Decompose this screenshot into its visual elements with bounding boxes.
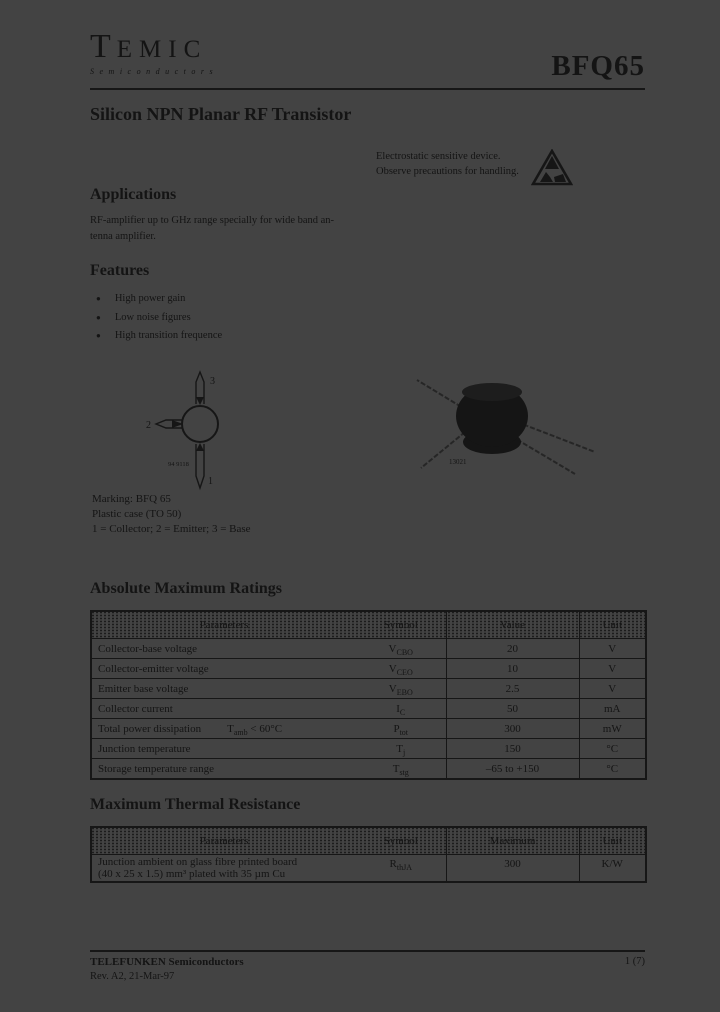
col-header-symbol: Symbol [383,619,418,631]
package-photo [413,372,598,477]
features-list [90,290,390,346]
features-heading: Features [90,262,150,279]
section-applications [90,186,390,245]
caption-case: Plastic case (TO 50) [92,508,182,520]
section-features [90,262,390,346]
logo-initial: T [90,28,117,65]
list-item [90,309,390,328]
symbol-sub: C [399,707,406,717]
parameter-label: Total power dissipation [98,722,202,735]
cell-symbol [356,659,446,679]
logo-rest: EMIC [116,36,208,63]
figure-caption [92,492,251,537]
feature-label: High transition frequence [114,330,223,341]
cell-symbol [356,739,446,759]
table-header-row [91,611,646,639]
table-row [91,759,646,780]
symbol-sub: j [403,747,406,757]
thermal-table [90,826,647,883]
cell-value: 150 [446,739,579,759]
esd-warning-icon [531,149,573,187]
page-title: Silicon NPN Planar RF Transistor [90,104,352,124]
cell-unit: K/W [579,855,646,883]
cell-value: 300 [446,719,579,739]
cell-symbol [356,639,446,659]
cell-parameter [91,855,356,883]
table-row [91,699,646,719]
abs-max-heading: Absolute Maximum Ratings [90,580,283,597]
cell-value: 300 [446,855,579,883]
cell-value: 10 [446,659,579,679]
cell-symbol [356,679,446,699]
pin-label-2: 2 [146,420,151,431]
cell-parameter: Collector-base voltage [98,642,198,655]
symbol-sub: CBO [396,647,413,657]
table-row [91,659,646,679]
table-row [91,739,646,759]
list-item [90,327,390,346]
applications-line1: RF-amplifier up to GHz range specially for wide band an- [90,215,335,226]
bullet-icon: ● [96,331,101,340]
esd-notice-line1: Electrostatic sensitive device. [376,151,501,162]
col-header-value: Value [446,611,579,639]
cell-parameter: Junction temperature [98,742,191,755]
cell-value: 2.5 [446,679,579,699]
cell-unit: V [579,659,646,679]
thermal-heading: Maximum Thermal Resistance [90,796,301,813]
feature-label: High power gain [114,293,186,304]
footer-revision: Rev. A2, 21-Mar-97 [90,971,175,982]
cell-unit: mA [579,699,646,719]
cell-unit: V [579,639,646,659]
cell-unit: °C [579,759,646,780]
parameter-line1: Junction ambient on glass fibre printed board [98,856,298,868]
cell-value: 50 [446,699,579,719]
table-row [91,855,646,883]
cell-parameter [91,719,356,739]
symbol-sub: thJA [396,863,412,873]
pin-label-3: 3 [210,376,215,387]
logo-subtitle: Semiconductors [90,67,219,76]
cell-unit: V [579,679,646,699]
col-header-maximum: Maximum [446,827,579,855]
esd-notice [376,149,573,187]
table-row [91,639,646,659]
bullet-icon: ● [96,312,101,322]
symbol-sub: EBO [396,687,413,697]
cell-symbol [356,855,446,883]
list-item [90,290,390,309]
table-header-row [91,827,646,855]
abs-max-table [90,610,647,780]
footer-page-number: 1 (7) [624,956,645,967]
esd-notice-line2: Observe precautions for handling. [376,166,519,177]
col-header-unit: Unit [579,611,646,639]
symbol-sub: tot [399,727,409,737]
footer-divider [90,950,645,952]
applications-heading: Applications [90,186,177,203]
cell-symbol [356,699,446,719]
table-row [91,719,646,739]
applications-line2: tenna amplifier. [90,231,156,242]
symbol-base: P [393,722,400,735]
cell-value: –65 to +150 [446,759,579,780]
logo-wordmark [90,30,218,64]
caption-pinout: 1 = Collector; 2 = Emitter; 3 = Base [92,523,251,535]
cell-unit: mW [579,719,646,739]
cell-unit: °C [579,739,646,759]
cell-parameter: Emitter base voltage [98,682,189,695]
condition-base: T [227,722,234,735]
symbol-base: V [388,682,397,695]
symbol-base: V [388,642,397,655]
cell-parameter: Collector-emitter voltage [98,662,209,675]
esd-notice-text [376,149,519,179]
cell-parameter: Storage temperature range [98,762,215,775]
col-header-symbol: Symbol [383,835,418,847]
cell-symbol [356,719,446,739]
bullet-icon: ● [96,294,101,303]
condition-post: < 60°C [247,722,283,735]
parameter-line2: (40 x 25 x 1.5) mm³ plated with 35 µm Cu [98,868,286,880]
drawing-number: 94 9118 [168,461,189,468]
applications-body [90,213,390,245]
temic-logo [90,30,218,76]
caption-marking: Marking: BFQ 65 [92,493,171,505]
photo-number: 13021 [449,458,467,466]
symbol-sub: stg [399,767,409,777]
symbol-base: T [396,742,403,755]
pin-label-1: 1 [208,476,213,487]
table-row [91,679,646,699]
symbol-base: T [392,762,400,775]
cell-value: 20 [446,639,579,659]
col-header-parameters: Parameters [199,619,249,631]
col-header-parameters: Parameters [199,835,249,847]
symbol-base: V [388,662,397,675]
col-header-unit: Unit [579,827,646,855]
feature-label: Low noise figures [114,311,191,323]
header-divider [90,88,645,90]
pinout-diagram [138,366,263,494]
condition-sub: amb [233,727,248,737]
symbol-base: I [396,702,400,715]
part-number: BFQ65 [551,50,645,82]
cell-parameter: Collector current [98,702,173,715]
symbol-base: R [389,858,397,870]
symbol-sub: CEO [396,667,413,677]
footer-company: TELEFUNKEN Semiconductors [90,956,244,968]
cell-symbol [356,759,446,780]
condition [227,723,282,735]
